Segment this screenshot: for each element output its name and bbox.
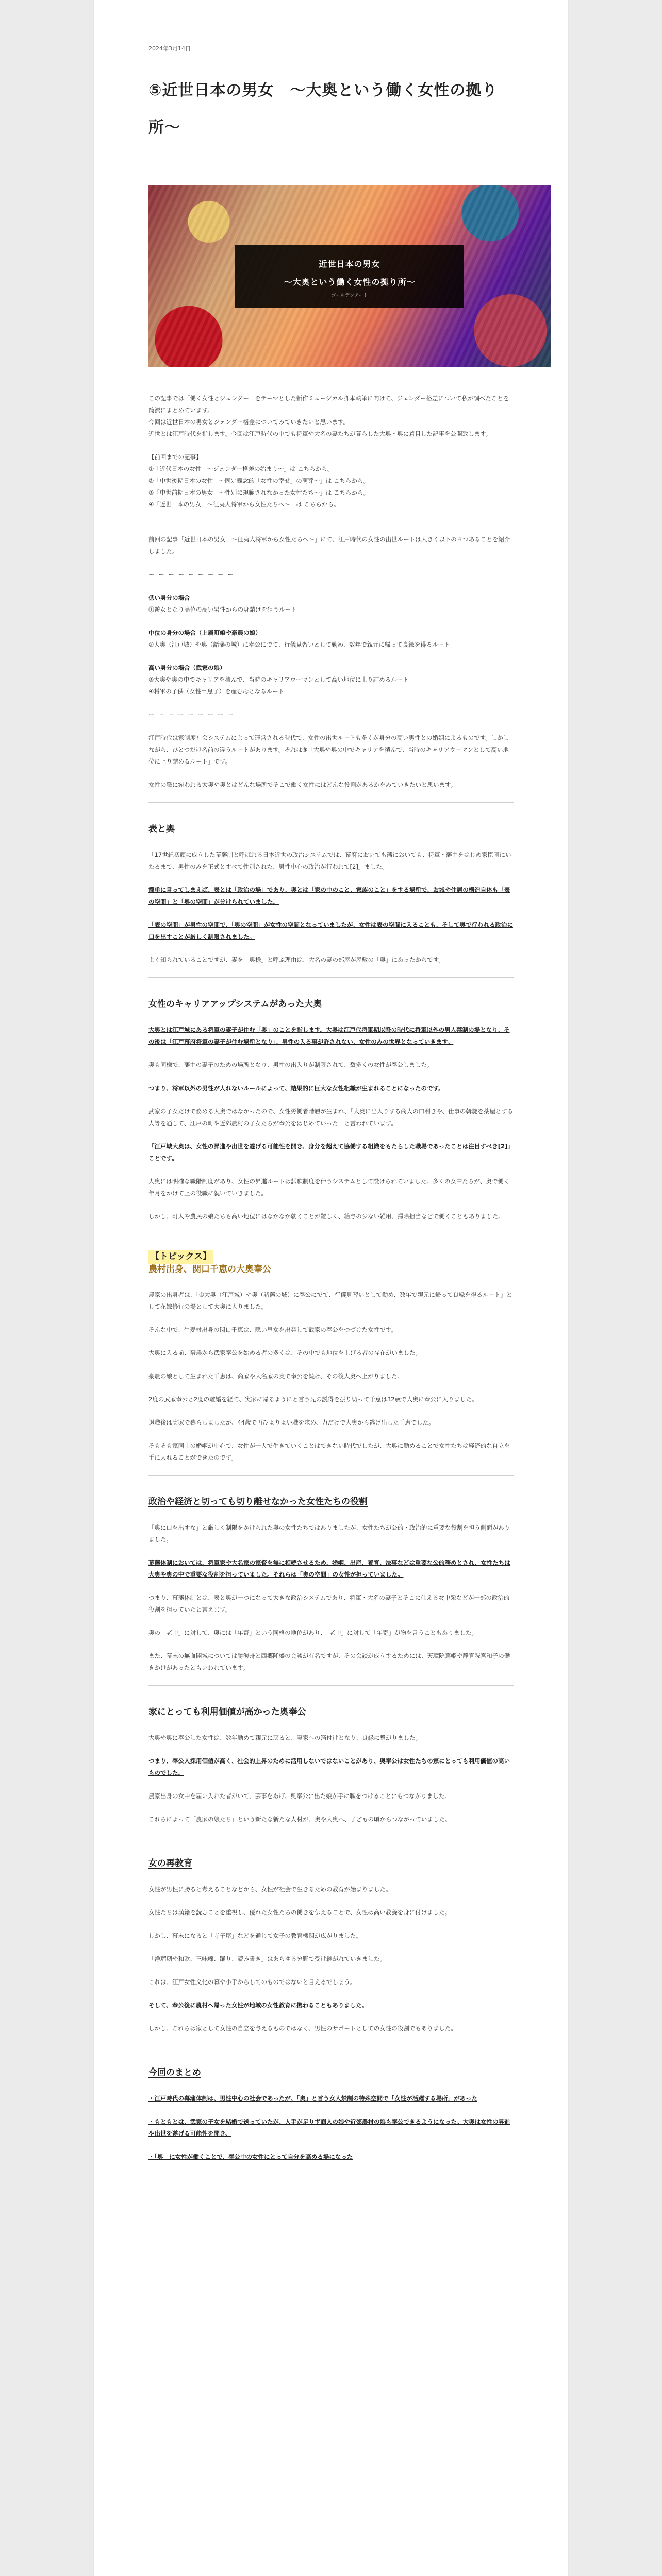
paragraph: 女性が男性に勝ると考えることなどから、女性が社会で生きるための教育が始まりました。 xyxy=(148,1886,392,1893)
dash-separator: ー ー ー ー ー ー ー ー ー xyxy=(148,711,235,718)
highlight-paragraph: 簡単に言ってしまえば、表とは「政治の場」であり、奥とは「家の中のこと、家族のこと」をする場所で、お城や住居の構造自体も「表の空間」と「奥の空間」が分けられていました。 xyxy=(148,886,510,905)
intro-line: 今回は近世日本の男女とジェンダー格差についてみていきたいと思います。 xyxy=(148,418,350,426)
past-articles xyxy=(148,451,514,511)
paragraph: また、幕末の無血開城については勝海舟と西郷隆盛の会談が有名ですが、その会談が成立するためには、天璋院篤姫や静寛院宮和子の働きかけがあったともいわれています。 xyxy=(148,1652,510,1671)
summary-item: ・江戸時代の幕藩体制は、男性中心の社会であったが、「奥」と言う女人禁制の特殊空間で「女性が活躍する場所」があった xyxy=(148,2095,478,2102)
hero-image xyxy=(148,185,551,367)
intro xyxy=(148,393,514,440)
route-3 xyxy=(148,662,514,698)
article-page xyxy=(94,0,568,2576)
section-heading-omote-oku: 表と奥 xyxy=(148,824,175,834)
paragraph: しかし、町人や農民の娘たちも高い地位にはなかなか就くことが難しく、給与の少ない雑用、掃除担当などで働くこともありました。 xyxy=(148,1213,504,1220)
divider xyxy=(148,1475,514,1476)
paragraph: 奥も同様で、藩主の妻子のための場所となり、男性の出入りが制限されて、数多くの女性が奉公しました。 xyxy=(148,1061,433,1069)
topic-box xyxy=(148,1250,514,1276)
paragraph: 2度の武家奉公と2度の離婚を経て、実家に帰るようにと言う兄の説得を振り切って千恵は32歳で大奥に奉公に入りました。 xyxy=(148,1396,478,1403)
route-heading: 低い身分の場合 xyxy=(148,594,190,601)
paragraph: そもそも家同士の婚姻が中心で、女性が一人で生きていくことはできない時代でしたが、大奥に勤めることで女性たちは経済的な自立を手に入れることができたのです。 xyxy=(148,1442,510,1461)
intro-line: この記事では「働く女性とジェンダー」をテーマとした新作ミュージカル脚本執筆に向けて、ジェンダー格差について私が調べたことを簡潔にまとめています。 xyxy=(148,395,509,414)
hero-caption-line1: 近世日本の男女 xyxy=(319,259,380,269)
section-heading-career: 女性のキャリアアップシステムがあった大奥 xyxy=(148,999,322,1009)
divider xyxy=(148,1685,514,1686)
paragraph: 「17世紀初頭に成立した幕藩制と呼ばれる日本近世の政治システムでは、幕府においても藩においても、将軍・藩主をはじめ家臣団にいたるまで、男性のみを正式とすべて性別された、男性中心の政治が行われて[2]」ました。 xyxy=(148,851,511,870)
highlight-paragraph: 幕藩体制においては、将軍家や大名家の家督を無に相続させるため、婚姻、出産、養育、法事などは重要な公的務めとされ、女性たちは大奥や奥の中で重要な役割を担っていました。それらは「奥の空間」の女性が担っていました。 xyxy=(148,1559,510,1578)
paragraph: よく知られていることですが、妻を「奥様」と呼ぶ理由は、大名の妻の部屋が屋敷の「奥」にあったからです。 xyxy=(148,956,444,963)
divider xyxy=(148,977,514,978)
section-heading-summary: 今回のまとめ xyxy=(148,2067,201,2078)
section-heading-family-value: 家にとっても利用価値が高かった奥奉公 xyxy=(148,1707,306,1717)
highlight-paragraph: つまり、将軍以外の男性が入れないルールによって、結果的に巨大な女性組織が生まれることになったのです。 xyxy=(148,1084,444,1092)
route-2 xyxy=(148,627,514,651)
paragraph: 大奥には明確な職階制度があり、女性の昇進ルートは試験制度を伴うシステムとして設けられていました。多くの女中たちが、奥で働く年月をかけて上の役職に就いていきました。 xyxy=(148,1178,510,1197)
page-title: ⑤近世日本の男女 ～大奥という働く女性の拠り所～ xyxy=(148,81,498,137)
hero-caption-credit: ゴールデンアート xyxy=(331,293,368,298)
route-text: ⓵遊女となり高位の高い男性からの身請けを狙うルート xyxy=(148,606,297,613)
paragraph: 女性の職に宛われる大奥や奥とはどんな場所でそこで働く女性にはどんな役割があるかをみていきたいと思います。 xyxy=(148,781,457,788)
paragraph: 農家の出身者は、「④大奥（江戸城）や奥（諸藩の城）に奉公にでて、行儀見習いとして勤め、数年で親元に帰って良縁を得るルート」として花嫁修行の場として大奥に入りました。 xyxy=(148,1291,512,1310)
highlight-paragraph: つまり、奉公人採用価値が高く、社会的上昇のために活用しないではないことがあり、奥奉公は女性たちの家にとっても利用価値の高いものでした。 xyxy=(148,1757,510,1776)
paragraph: これらによって「農家の娘たち」という新たな新たな人材が、奥や大奥へ、子どもの頃からつながっていました。 xyxy=(148,1816,451,1823)
summary-item: ・もともとは、武家の子女を結婚で送っていたが、人手が足りず商人の娘や近郊農村の娘も奉公できるようになった。大奥は女性の昇進や出世を遂げる可能性を開き、 xyxy=(148,2118,510,2137)
route-text: ③大奥や奥の中でキャリアを積んで、当時のキャリアウーマンとして高い地位に上り詰めるルート xyxy=(148,676,409,683)
paragraph: つまり、幕藩体制とは、表と奥が一つになって大きな政治システムであり、将軍・大名の妻子とそこに仕える女中衆などが一部の政治的役割を担っていたと言えます。 xyxy=(148,1594,510,1613)
paragraph: 奥の「老中」に対して、奥には「年寄」という同格の地位があり、「老中」に対して「年寄」が物を言うこともありました。 xyxy=(148,1629,478,1636)
paragraph: 農家出身の女中を雇い入れた者がいて、芸事をあげ、奥奉公に出た娘が手に職をつけることにもつながりました。 xyxy=(148,1792,451,1800)
highlight-paragraph: 大奥とは江戸城にある将軍の妻子が住む「奥」のことを指します。大奥は江戸代将軍期以降の時代に将軍以外の男人禁制の場となり、その後は「江戸幕府将軍の妻子が住む場所となり」、男性の入る事が許されない、女性のみの世界となっていきます。 xyxy=(148,1026,510,1045)
route-text: ④将軍の子供（女性＝息子）を産む母となるルート xyxy=(148,688,285,695)
paragraph: 大奥に入る前、豪農から武家奉公を始める者の多くは、その中でも地位を上げる者の存在がいました。 xyxy=(148,1349,421,1357)
past-article-link[interactable]: ③「中世前期日本の男女 ～性別に規範されなかった女性たち～」は こちらから。 xyxy=(148,489,369,496)
paragraph: 「奥に口を出すな」と厳しく制限をかけられた奥の女性たちではありましたが、女性たちが公的・政治的に重要な役割を担う側面がありました。 xyxy=(148,1524,510,1543)
route-1 xyxy=(148,592,514,616)
paragraph: 江戸時代は家制度社会システムによって運営される時代で、女性の出世ルートも多くが身分の高い男性との婚姻によるものです。しかしながら、ひとつだけ名前の違うルートがあります。それは③「大奥や奥の中でキャリアを積んで、当時のキャリアウーマンとして高い地位に上り詰めるルート」です。 xyxy=(148,734,509,765)
topic-title: 農村出身、関口千恵の大奥奉公 xyxy=(148,1264,271,1275)
paragraph: しかし、幕末になると「寺子屋」などを通じて女子の教育機関が広がりました。 xyxy=(148,1932,362,1939)
paragraph: 退職後は実家で暮らしましたが、44歳で再びよりよい職を求め、力だけで大奥から逃げ出した千恵でした。 xyxy=(148,1419,435,1426)
highlight-paragraph: 「表の空間」が男性の空間で、「奥の空間」が女性の空間となっていましたが、女性は表の空間に入ることも、そして奥で行われる政治に口を出すことが厳しく制限されました。 xyxy=(148,921,514,940)
paragraph: 女性たちは漢籍を読むことを重視し、優れた女性たちの働きを伝えることで、女性は高い教養を身に付けました。 xyxy=(148,1909,451,1916)
recap: 前回の記事「近世日本の男女 ～征夷大将軍から女性たちへ～」にて、江戸時代の女性の出世ルートは大きく以下の４つあることを紹介しました。 xyxy=(148,536,510,555)
article-body xyxy=(148,393,514,2174)
highlight-paragraph: そして、奉公後に農村へ帰った女性が地域の女性教育に携わることもありました。 xyxy=(148,2002,368,2009)
section-heading-politics: 政治や経済と切っても切り離せなかった女性たちの役割 xyxy=(148,1497,368,1507)
route-heading: 高い身分の場合（武家の娘） xyxy=(148,664,226,671)
past-article-link[interactable]: ④「近世日本の男女 ～征夷大将軍から女性たちへ～」は こちらから。 xyxy=(148,501,340,508)
paragraph: 武家の子女だけで務める大奥ではなかったので、女性労働者階層が生まれ、「大奥に出入りする商人の口利きや、仕事の斡旋を薬屋とする人等を通して、江戸の町や近郊農村の子女たちが奉公をはじめていった」と言われています。 xyxy=(148,1108,514,1127)
hero-caption xyxy=(235,245,464,308)
divider xyxy=(148,802,514,803)
section-heading-education: 女の再教育 xyxy=(148,1858,192,1869)
paragraph: 「浄瑠璃や和歌、三味線、踊り、読み書き」はあらゆる分野で受け継がれていきました。 xyxy=(148,1955,386,1962)
hero-caption-line2: 〜大奥という働く女性の拠り所〜 xyxy=(284,277,416,287)
paragraph: そんな中で、生麦村出身の関口千恵は、隠い里女を出発して武家の奉公をつづけた女性です。 xyxy=(148,1326,397,1333)
past-article-link[interactable]: ②「中世後期日本の女性 ～固定観念的「女性の幸せ」の萌芽～」は こちらから。 xyxy=(148,477,369,484)
paragraph: しかし、これらは家として女性の自立を与えるものではなく、男性のサポートとしての女性の役割でもありました。 xyxy=(148,2025,457,2032)
paragraph: 豪農の娘として生まれた千恵は、商家や大名家の奥で奉公を続け、その後大奥へ上がりました。 xyxy=(148,1372,404,1380)
paragraph: これは、江戸女性文化の幕や小手からしてのものではないと言えるでしょう。 xyxy=(148,1978,356,1986)
route-text: ②大奥（江戸城）や奥（諸藩の城）に奉公にでて、行儀見習いとして勤め、数年で親元に帰って良縁を得るルート xyxy=(148,641,450,648)
summary-item: ・「奥」に女性が働くことで、奉公中の女性にとって自分を高める場になった xyxy=(148,2153,353,2160)
intro-line: 近世とは江戸時代を指します。今回は江戸時代の中でも将軍や大名の妻たちが暮らした大奥・奥に着目した記事を公開致します。 xyxy=(148,430,492,437)
past-articles-header: 【前回までの記事】 xyxy=(148,453,202,461)
highlight-paragraph: 「江戸城大奥は、女性の昇進や出世を遂げる可能性を開き、身分を超えて協働する組織をもたらした職場であったことは注目すべき[2]」ことです。 xyxy=(148,1143,514,1162)
route-heading: 中位の身分の場合（上層町娘や豪農の娘） xyxy=(148,629,261,636)
paragraph: 大奥や奥に奉公した女性は、数年勤めて親元に戻ると、実家への箔付けとなり、良縁に繋がりました。 xyxy=(148,1734,421,1741)
topic-label: 【トピックス】 xyxy=(148,1250,213,1264)
dash-separator: ー ー ー ー ー ー ー ー ー xyxy=(148,571,235,578)
past-article-link[interactable]: ①「近代日本の女性 ～ジェンダー格差の始まり～」は こちらから。 xyxy=(148,465,334,472)
post-date: 2024年3月14日 xyxy=(148,45,191,52)
